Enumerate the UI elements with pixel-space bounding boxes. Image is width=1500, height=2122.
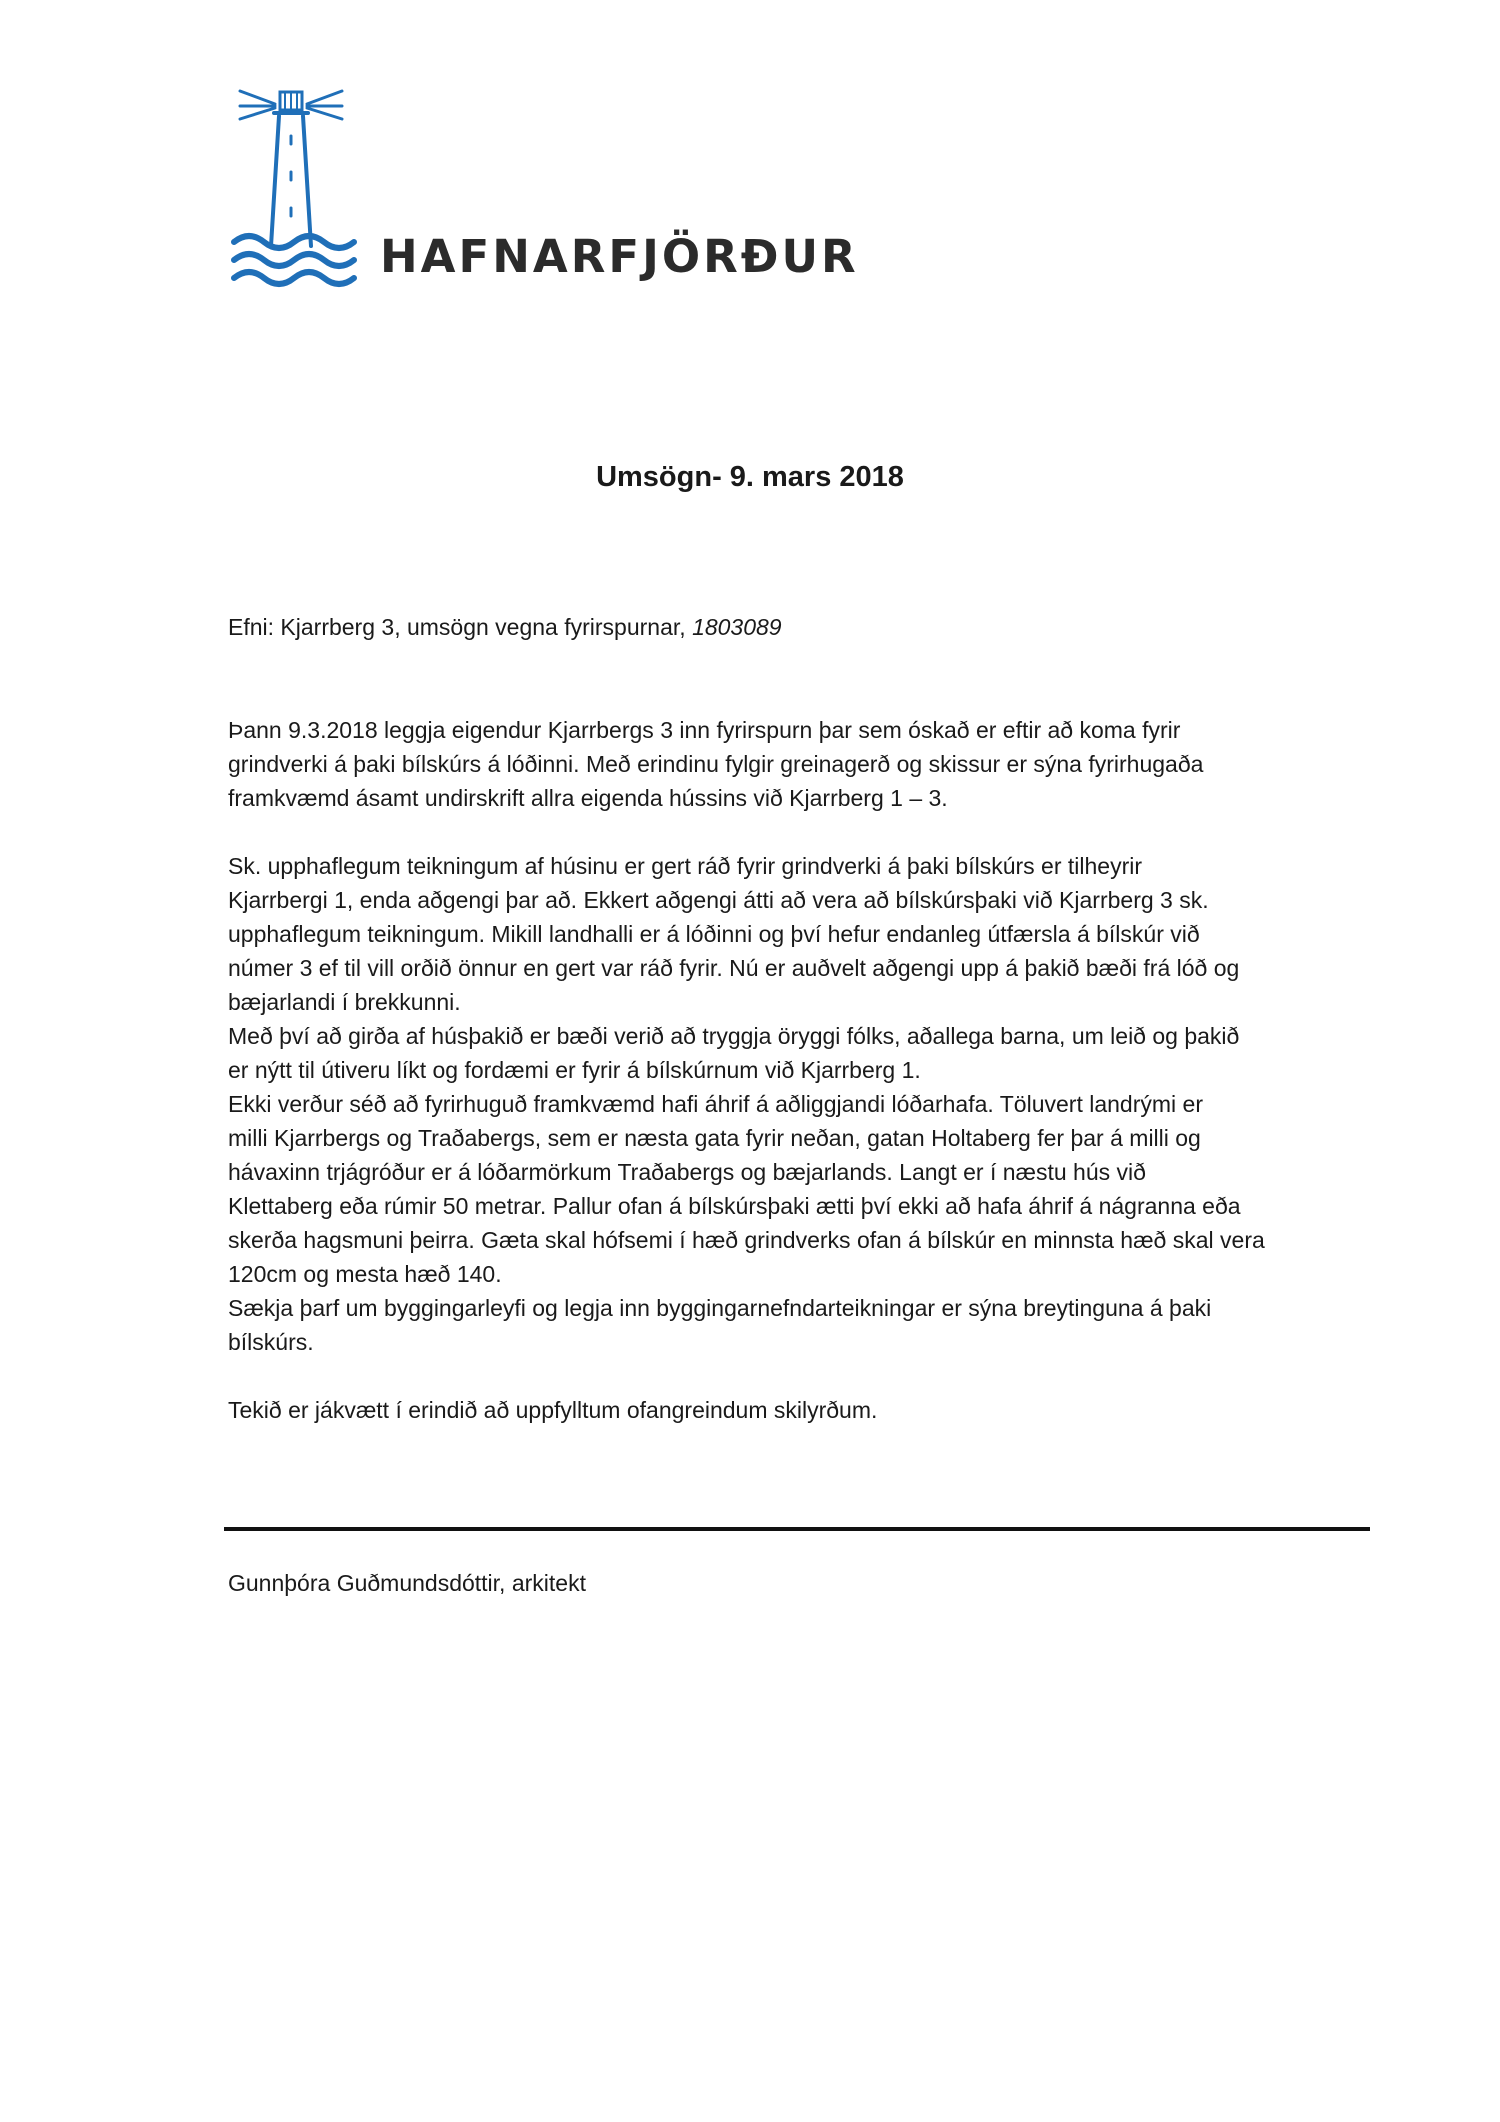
text-line: milli Kjarrbergs og Traðabergs, sem er næsta gata fyrir neðan, gatan Holtaberg fer þar á milli og <box>228 1125 1201 1151</box>
case-number: 1803089 <box>692 614 782 640</box>
text-line: grindverki á þaki bílskúrs á lóðinni. Með erindinu fylgir greinagerð og skissur er sýna fyrirhugaða <box>228 751 1204 777</box>
text-line: Klettaberg eða rúmir 50 metrar. Pallur ofan á bílskúrsþaki ætti því ekki að hafa áhrif á nágranna eða <box>228 1193 1241 1219</box>
paragraph <box>228 849 1388 1359</box>
subject-line <box>228 613 782 643</box>
text-line: upphaflegum teikningum. Mikill landhalli er á lóðinni og því hefur endanleg útfærsla á bílskúr við <box>228 921 1200 947</box>
text-line: Kjarrbergi 1, enda aðgengi þar að. Ekkert aðgengi átti að vera að bílskúrsþaki við Kjarrberg 3 sk. <box>228 887 1209 913</box>
logo <box>230 84 859 294</box>
paragraph <box>228 713 1388 815</box>
text-line: er nýtt til útiveru líkt og fordæmi er fyrir á bílskúrnum við Kjarrberg 1. <box>228 1057 921 1083</box>
text-line: framkvæmd ásamt undirskrift allra eigenda hússins við Kjarrberg 1 – 3. <box>228 785 948 811</box>
letter-body <box>228 713 1388 1461</box>
text-line: Með því að girða af húsþakið er bæði verið að tryggja öryggi fólks, aðallega barna, um leið og þakið <box>228 1023 1240 1049</box>
text-line: Ekki verður séð að fyrirhuguð framkvæmd hafi áhrif á aðliggjandi lóðarhafa. Töluvert landrými er <box>228 1091 1203 1117</box>
paragraph <box>228 1393 1388 1427</box>
lighthouse-icon <box>230 84 360 289</box>
text-line: Tekið er jákvætt í erindið að uppfylltum ofangreindum skilyrðum. <box>228 1397 878 1423</box>
text-line: hávaxinn trjágróður er á lóðarmörkum Traðabergs og bæjarlands. Langt er í næstu hús við <box>228 1159 1146 1185</box>
signature: Gunnþóra Guðmundsdóttir, arkitekt <box>228 1570 586 1596</box>
text-line: 120cm og mesta hæð 140. <box>228 1261 502 1287</box>
text-line: skerða hagsmuni þeirra. Gæta skal hófsemi í hæð grindverks ofan á bílskúr en minnsta hæð skal vera <box>228 1227 1265 1253</box>
signature-divider <box>224 1527 1370 1531</box>
text-line: Sækja þarf um byggingarleyfi og legja inn byggingarnefndarteikningar er sýna breytinguna á þaki <box>228 1295 1212 1321</box>
logo-wordmark: HAFNARFJÖRÐUR <box>380 230 859 283</box>
text-line: Sk. upphaflegum teikningum af húsinu er gert ráð fyrir grindverki á þaki bílskúrs er tilheyrir <box>228 853 1143 879</box>
page-title: Umsögn- 9. mars 2018 <box>596 461 904 493</box>
subject-text: Efni: Kjarrberg 3, umsögn vegna fyrirspurnar, <box>228 614 693 640</box>
text-line: bæjarlandi í brekkunni. <box>228 989 461 1015</box>
text-line: númer 3 ef til vill orðið önnur en gert var ráð fyrir. Nú er auðvelt aðgengi upp á þakið bæði frá lóð og <box>228 955 1240 981</box>
text-line: Þann 9.3.2018 leggja eigendur Kjarrbergs 3 inn fyrirspurn þar sem óskað er eftir að koma fyrir <box>228 717 1181 743</box>
text-line: bílskúrs. <box>228 1329 314 1355</box>
